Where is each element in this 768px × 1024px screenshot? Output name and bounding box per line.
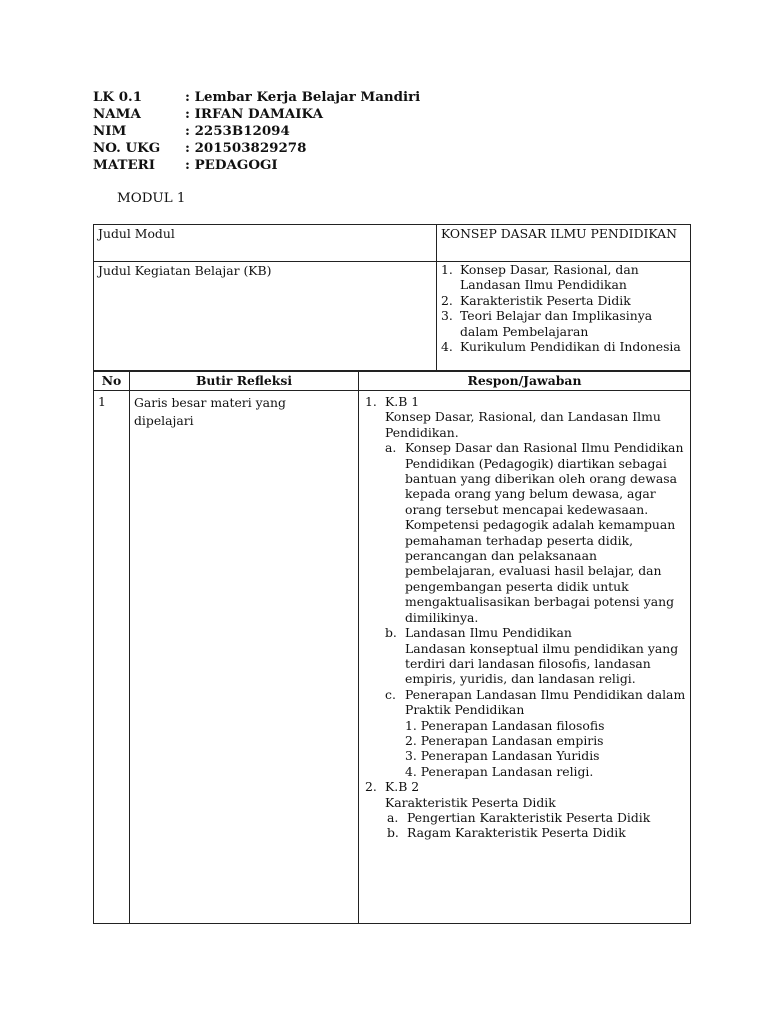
header-value: : 2253B12094: [185, 123, 290, 139]
modul-title: MODUL 1: [117, 191, 186, 206]
list-number: 2.: [365, 779, 377, 795]
header-value: : Lembar Kerja Belajar Mandiri: [185, 89, 421, 105]
info-table: [93, 224, 691, 371]
header-row-nama: [93, 106, 420, 123]
list-item: [441, 262, 686, 293]
list-number: 2.: [441, 292, 453, 308]
header-respon: Respon/Jawaban: [359, 372, 691, 391]
kb2-b-title: Ragam Karakteristik Peserta Didik: [407, 825, 626, 841]
kb1-sub-list: [385, 440, 686, 779]
respon-list: [365, 394, 686, 841]
kb1-title: K.B 1: [385, 394, 420, 409]
list-item: [365, 779, 686, 841]
table-row: [94, 391, 691, 924]
list-letter: a.: [385, 440, 397, 456]
list-item: [385, 687, 686, 779]
kb2-a-title: Pengertian Karakteristik Peserta Didik: [407, 809, 651, 825]
judul-modul-value: KONSEP DASAR ILMU PENDIDIKAN: [437, 225, 691, 262]
kb1-b-title: Landasan Ilmu Pendidikan: [405, 625, 572, 641]
table-header-row: [94, 372, 691, 391]
kb1-b-paragraph: Landasan konseptual ilmu pendidikan yang terdiri dari landasan filosofis, landasan empiris, yuridis, dan landasan religi.: [405, 640, 679, 687]
refleksi-table: [93, 371, 691, 924]
list-text: Kurikulum Pendidikan di Indonesia: [460, 339, 681, 355]
row-number: 1: [94, 391, 130, 924]
kb2-title: K.B 2: [385, 779, 420, 795]
header-row-ukg: [93, 140, 420, 157]
kb1-c-item: 3. Penerapan Landasan Yuridis: [405, 748, 600, 764]
list-item: [387, 825, 686, 840]
judul-kb-label: Judul Kegiatan Belajar (KB): [94, 262, 437, 371]
kb2-subtitle: Karakteristik Peserta Didik: [385, 794, 556, 810]
kb1-c-title: Penerapan Landasan Ilmu Pendidikan dalam Praktik Pendidikan: [405, 686, 686, 718]
header-value: : 201503829278: [185, 140, 307, 156]
list-number: 1.: [441, 262, 453, 277]
list-text: Karakteristik Peserta Didik: [460, 292, 631, 308]
kb1-c-item: 2. Penerapan Landasan empiris: [405, 732, 604, 748]
kb1-a-paragraph: Pendidikan (Pedagogik) diartikan sebagai bantuan yang diberikan oleh orang dewasa kepada orang yang belum dewasa, agar orang tersebut mencapai kedewasaan.: [405, 455, 677, 517]
document-header: [93, 89, 420, 174]
header-no: No: [94, 372, 130, 391]
list-letter: c.: [385, 686, 396, 702]
header-label: NIM: [93, 123, 127, 139]
list-item: [441, 339, 686, 354]
kb-list-cell: [437, 262, 691, 371]
header-label: NAMA: [93, 106, 141, 122]
header-row-materi: [93, 157, 420, 174]
list-item: [441, 308, 686, 339]
kb1-c-item: 1. Penerapan Landasan filosofis: [405, 717, 605, 733]
kb1-a-title: Konsep Dasar dan Rasional Ilmu Pendidikan: [405, 440, 684, 456]
list-letter: a.: [387, 809, 399, 825]
kb1-a-paragraph: Kompetensi pedagogik adalah kemampuan pemahaman terhadap peserta didik, perancangan dan pelaksanaan pembelajaran, evaluasi hasil belajar, dan pengembangan peserta didik untuk mengaktualisasikan berbagai potensi yang dimilikinya.: [405, 517, 676, 625]
list-item: [385, 625, 686, 687]
list-text: Teori Belajar dan Implikasinya dalam Pembelajaran: [460, 308, 653, 339]
list-item: [387, 810, 686, 825]
table-row: [94, 225, 691, 262]
kb-list: [441, 262, 686, 354]
kb1-subtitle: Konsep Dasar, Rasional, dan Landasan Ilmu Pendidikan.: [385, 409, 661, 440]
kb2-sub-list: [385, 810, 686, 841]
butir-refleksi: Garis besar materi yang dipelajari: [130, 391, 359, 924]
judul-modul-label: Judul Modul: [94, 225, 437, 262]
list-item: [441, 293, 686, 308]
list-item: [365, 394, 686, 779]
header-label: MATERI: [93, 157, 156, 173]
list-number: 1.: [365, 394, 377, 409]
respon-cell: [359, 391, 691, 924]
list-text: Konsep Dasar, Rasional, dan Landasan Ilmu Pendidikan: [460, 262, 639, 293]
list-number: 3.: [441, 308, 453, 324]
list-letter: b.: [387, 825, 399, 841]
header-row-lk: [93, 89, 420, 106]
list-letter: b.: [385, 625, 397, 641]
header-label: LK 0.1: [93, 89, 143, 105]
header-value: : IRFAN DAMAIKA: [185, 106, 323, 122]
kb1-c-item: 4. Penerapan Landasan religi.: [405, 763, 594, 779]
header-butir: Butir Refleksi: [130, 372, 359, 391]
header-row-nim: [93, 123, 420, 140]
header-label: NO. UKG: [93, 140, 161, 156]
list-item: [385, 440, 686, 625]
table-row: [94, 262, 691, 371]
header-value: : PEDAGOGI: [185, 157, 278, 173]
list-number: 4.: [441, 339, 453, 355]
